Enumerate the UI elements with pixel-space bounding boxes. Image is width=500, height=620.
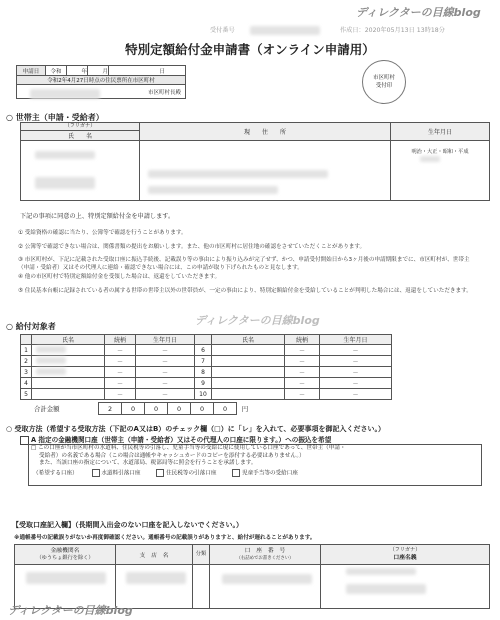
notice-list: [18, 230, 478, 296]
receive-heading-text: 受取方法（希望する受取方法（下記のA又はB）のチェック欄（□）に「レ」を入れて、必要事項を御記入ください。）: [14, 425, 386, 433]
recipient-name-cell[interactable]: [32, 389, 105, 400]
relation-cell: －: [105, 367, 136, 378]
recipient-2-name: [36, 357, 66, 364]
holder-furigana-value: [346, 568, 416, 575]
box-line3: また、当該口座の指定について、水道部局、税部局等に照会を行うことを承諾します。: [39, 460, 257, 467]
bank-heading: 【受取口座記入欄】（長期間入出金のない口座を記入しないでください。）: [12, 521, 243, 529]
year-label: 年: [67, 66, 88, 76]
bank-warning: ※通帳番号の記載誤りがないか再度御確認ください。通帳番号の記載誤りがありますと、給付が遅れることがあります。: [14, 535, 316, 541]
child-checkbox[interactable]: [232, 469, 240, 477]
col-name-left: 氏名: [32, 335, 105, 345]
row-number: 6: [195, 345, 212, 356]
choice-water: 水道料引落口座: [101, 470, 141, 477]
householder-address-line2: [148, 186, 278, 194]
total-digit: 0: [214, 403, 237, 415]
residence-note: 令和2年4月27日時点の住民票所在市区町村: [17, 76, 186, 85]
row-number: 7: [195, 356, 212, 367]
bank-name-value: [26, 572, 106, 584]
row-number: 2: [21, 356, 32, 367]
created-timestamp: 作成日：2020年05月13日 13時18分: [340, 27, 445, 34]
relation-cell: －: [285, 345, 320, 356]
row-number: 1: [21, 345, 32, 356]
account-type-cell[interactable]: [193, 565, 210, 609]
col-number-text: 口 座 番 号: [244, 547, 286, 554]
recipient-name-cell[interactable]: [212, 378, 285, 389]
total-digit: 0: [168, 403, 191, 415]
holder-name-value: [346, 584, 426, 594]
col-relation-right: 続柄: [285, 335, 320, 345]
recipient-3-name: [36, 368, 66, 375]
relation-cell: －: [285, 389, 320, 400]
birth-cell: －: [136, 356, 195, 367]
receipt-number-label: 受付番号: [210, 27, 235, 34]
householder-name-cell[interactable]: [21, 141, 140, 201]
col-bank-text: 金融機関名: [50, 547, 80, 554]
receipt-number-value: [250, 26, 320, 35]
col-relation-left: 続柄: [105, 335, 136, 345]
notice-item-2: ② 公簿等で確認できない場合は、関係書類の提出をお願いします。また、他の市区町村に居住地の確認をさせていただくことがあります。: [18, 243, 366, 250]
tax-checkbox[interactable]: [156, 469, 164, 477]
notice-intro: 下記の事項に同意の上、特別定額給付金を申請します。: [20, 213, 175, 220]
total-digit: 2: [99, 403, 122, 415]
householder-name-value: [35, 177, 95, 189]
recipient-name-cell[interactable]: [212, 345, 285, 356]
relation-cell: －: [105, 356, 136, 367]
col-bank: [15, 545, 116, 565]
option-a-text: A 指定の金融機関口座（世帯主（申請・受給者）又はその代理人の口座に限ります。）への振込を希望: [31, 436, 332, 444]
birth-cell: －: [320, 345, 392, 356]
col-bank-sub: （ゆうちょ銀行を除く）: [36, 554, 94, 561]
form-title: 特別定額給付金申請書（オンライン申請用）: [125, 42, 375, 57]
table-row: [21, 389, 392, 400]
stamp-line2: 受付印: [375, 83, 393, 89]
table-row: [21, 367, 392, 378]
furigana-label: （フリガナ）: [21, 123, 140, 131]
no-header-right: [195, 335, 212, 345]
birth-cell: －: [320, 378, 392, 389]
hope-label: （希望する口座）: [33, 470, 78, 477]
account-number-cell[interactable]: [210, 565, 321, 609]
reception-stamp: [362, 60, 406, 104]
col-holder: [321, 545, 490, 565]
householder-address-line1: [148, 170, 328, 178]
row-number: 9: [195, 378, 212, 389]
recipients-table: [20, 334, 392, 400]
relation-cell: －: [285, 367, 320, 378]
col-birth-right: 生年月日: [320, 335, 392, 345]
total-amount-row: [20, 402, 253, 415]
col-birth-left: 生年月日: [136, 335, 195, 345]
watermark-bottom: ディレクターの目線blog: [8, 604, 133, 617]
row-number: 5: [21, 389, 32, 400]
col-type: 分類: [193, 545, 210, 565]
col-furigana: （フリガナ）: [389, 547, 421, 553]
account-usage-box: [28, 444, 482, 486]
yen-unit: 円: [241, 405, 249, 413]
table-row: [21, 378, 392, 389]
month-label: 月: [88, 66, 109, 76]
total-digit: 0: [191, 403, 214, 415]
col-number-sub: （右詰めでお書きください）: [236, 555, 294, 561]
era-label: 令和: [46, 66, 67, 76]
birth-cell: －: [136, 367, 195, 378]
watermark-top: ディレクターの目線blog: [356, 6, 481, 19]
day-label: 日: [109, 66, 186, 76]
col-holder-text: 口座名義: [393, 555, 417, 561]
row-number: 4: [21, 378, 32, 389]
householder-heading-text: 世帯主（申請・受給者）: [15, 113, 104, 122]
table-row: [21, 356, 392, 367]
birth-cell: －: [320, 367, 392, 378]
mayor-label: 市区町村長殿: [17, 85, 186, 99]
householder-birth-value: [420, 156, 440, 162]
option-a-label[interactable]: [20, 434, 331, 445]
no-header-left: [21, 335, 32, 345]
box-line1[interactable]: □ この口座が当市区町村の水道料、住民税等の引落し、児童手当等の受給に現に使用している口座であって、世帯主（申請・: [31, 445, 346, 451]
birthdate-label: 生年月日: [391, 123, 490, 141]
stamp-line1: 市区町村: [372, 75, 395, 81]
era-options: 明治・大正・昭和・平成: [411, 149, 469, 155]
birth-cell: －: [320, 356, 392, 367]
notice-item-4: ④ 他の市区町村で特別定額給付金を受領した場合は、返還をしていただきます。: [18, 274, 221, 281]
recipients-heading: ○ 給付対象者: [6, 322, 56, 331]
name-label: 氏 名: [21, 131, 140, 141]
total-digit: 0: [145, 403, 168, 415]
header-box: [16, 65, 186, 109]
watermark-middle: ディレクターの目線blog: [195, 314, 320, 327]
relation-cell: －: [285, 356, 320, 367]
notice-item-3: ③ 市区町村が、下記に記載された受取口座に振込手続後、記載誤り等の事由により振り込みが完了せず、かつ、申請受付開始日から3ヶ月後の申請期限までに、市区町村が、世帯主（申請・受給者）又はその代理人に連絡・確認できない場合には、この申請が取り下げられたものと見なします。: [18, 257, 470, 271]
row-number: 8: [195, 367, 212, 378]
recipient-name-cell[interactable]: [212, 367, 285, 378]
birth-cell: －: [320, 389, 392, 400]
total-digit: 0: [122, 403, 145, 415]
water-checkbox[interactable]: [92, 469, 100, 477]
notice-item-1: ① 受給資格の確認に当たり、公簿等で確認を行うことがあります。: [18, 230, 187, 236]
recipients-heading-text: 給付対象者: [15, 322, 56, 331]
municipality-name: [30, 89, 100, 99]
notice-item-5: ⑤ 住民基本台帳に記録されている者の属する世帯の世帯主以外の世帯員が、一定の事由により、特別定額給付金を受給していることが判明した場合には、返還をしていただきます。: [18, 287, 472, 294]
choice-tax: 住民税等の引落口座: [166, 470, 217, 477]
receive-heading: ○ 受取方法（希望する受取方法（下記のA又はB）のチェック欄（□）に「レ」を入れて、必要事項を御記入ください。）: [6, 425, 386, 433]
householder-heading: ○ 世帯主（申請・受給者）: [6, 113, 104, 122]
application-date-label: 申請日: [17, 66, 46, 76]
relation-cell: －: [285, 378, 320, 389]
col-name-right: 氏名: [212, 335, 285, 345]
box-line2: 受給者）の名義である場合（この場合は通帳やキャッシュカードのコピーを添付する必要はありません。）: [39, 452, 305, 459]
col-number: [210, 545, 321, 565]
householder-birth-cell[interactable]: [391, 141, 490, 201]
birth-cell: －: [136, 389, 195, 400]
col-branch: 支 店 名: [116, 545, 193, 565]
total-label: 合計金額: [34, 405, 60, 413]
birth-cell: －: [136, 345, 195, 356]
branch-name-value: [126, 572, 186, 584]
recipient-name-cell[interactable]: [212, 356, 285, 367]
row-number: 3: [21, 367, 32, 378]
householder-furigana-value: [35, 151, 95, 159]
birth-cell: －: [136, 378, 195, 389]
table-row: [21, 345, 392, 356]
address-label: 現 住 所: [140, 123, 391, 141]
relation-cell: －: [105, 389, 136, 400]
recipient-1-name: [36, 346, 66, 353]
choice-child: 児童手当等の受給口座: [241, 470, 298, 477]
recipient-name-cell[interactable]: [212, 389, 285, 400]
relation-cell: －: [105, 378, 136, 389]
relation-cell: －: [105, 345, 136, 356]
recipient-name-cell[interactable]: [32, 378, 105, 389]
row-number: 10: [195, 389, 212, 400]
account-number-value: [222, 574, 312, 584]
